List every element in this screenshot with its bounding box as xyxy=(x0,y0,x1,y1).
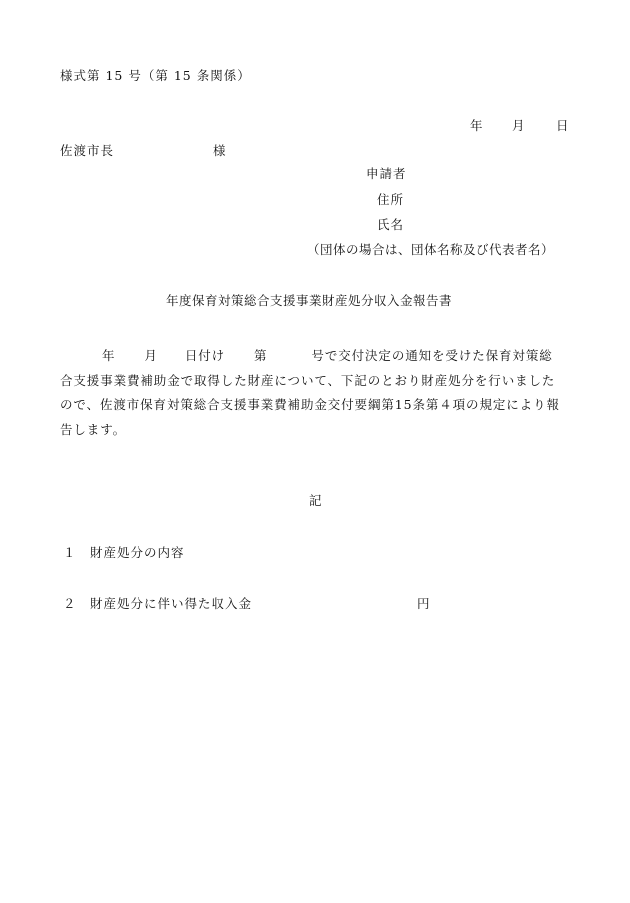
item-1 xyxy=(63,547,185,560)
item-2-number: ２ xyxy=(63,596,77,611)
body-line1-rest: 号で交付決定の通知を受けた保育対策総 xyxy=(311,348,553,363)
body-date-suffix: 日付け xyxy=(184,348,226,363)
body-line-2: 合支援事業費補助金で取得した財産について、下記のとおり財産処分を行いました xyxy=(60,372,556,388)
organization-note: （団体の場合は、団体名称及び代表者名） xyxy=(307,242,555,257)
body-dai: 第 xyxy=(254,348,268,363)
name-label: 氏名 xyxy=(377,217,405,232)
item-2-text: 財産処分に伴い得た収入金 xyxy=(90,596,253,611)
item-1-text: 財産処分の内容 xyxy=(90,545,185,560)
applicant-label: 申請者 xyxy=(366,166,407,181)
form-number: 様式第 15 号（第 15 条関係） xyxy=(60,68,251,83)
body-paragraph xyxy=(60,344,582,442)
body-line-3: ので、佐渡市保育対策総合支援事業費補助金交付要綱第15条第４項の規定により報 xyxy=(60,397,560,412)
item-1-number: １ xyxy=(63,545,77,560)
date-month-label: 月 xyxy=(512,118,525,133)
document-title: 年度保育対策総合支援事業財産処分収入金報告書 xyxy=(166,293,453,308)
item-2-unit: 円 xyxy=(417,596,431,611)
ki-heading: 記 xyxy=(309,493,322,508)
date-year-label: 年 xyxy=(470,118,483,133)
item-2 xyxy=(63,596,431,611)
addressee-name: 佐渡市長 xyxy=(60,143,115,158)
address-label: 住所 xyxy=(377,192,405,207)
body-month: 月 xyxy=(144,348,158,363)
body-line-1 xyxy=(60,344,582,369)
body-year: 年 xyxy=(102,348,116,363)
date-day-label: 日 xyxy=(556,118,569,133)
body-line-4: 告します。 xyxy=(60,421,127,437)
addressee-honorific: 様 xyxy=(213,143,227,158)
addressee xyxy=(60,143,227,158)
